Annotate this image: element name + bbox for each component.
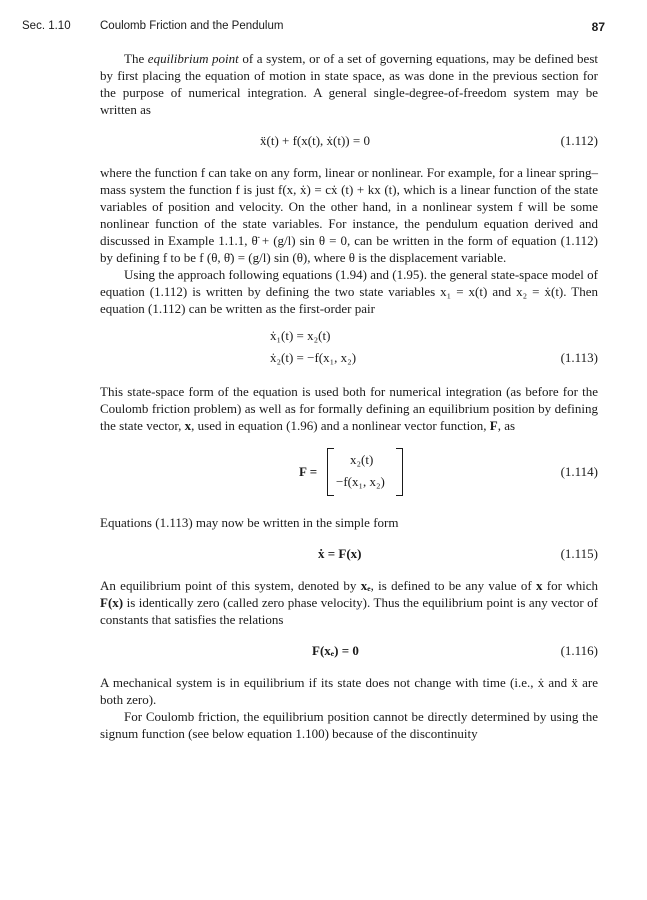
equation-1-112 — [100, 130, 598, 152]
paragraph-state-space: Using the approach following equations (1.94) and (1.95). the general state-space model of equation (1.112) is written by defining the two state variables x₁ = x(t) and x₂ = ẋ(t). Then equation (1.112) can be written as the first-order pair — [100, 267, 598, 316]
text-run: is identically zero (called zero phase velocity). Thus the equilibrium point is any vector of constants that satisfies the relations — [100, 595, 598, 627]
bold-symbol-xe: xₑ — [360, 578, 371, 593]
text-run: An equilibrium point of this system, denoted by — [100, 578, 361, 593]
equation-number: (1.115) — [560, 546, 598, 561]
text-run: , used in equation (1.96) and a nonlinear vector function, — [191, 418, 490, 433]
equation-number: (1.116) — [560, 643, 598, 658]
text-run: , as — [497, 418, 516, 433]
equation-line-2: ẋ₂(t) = −f(x₁, x₂) — [270, 350, 357, 365]
text-run: This state-space form of the equation is used both for numerical integration (as before for the Coulomb friction problem) as well as for formally defining an equilibrium position by defining the state vector, — [100, 384, 598, 433]
text-run: The — [124, 51, 148, 66]
paragraph-state-vector — [100, 383, 598, 434]
text-run: of a system, or of a set of governing equations, may be defined best by first placing the equation of motion in state space, as was done in the previous section for the purpose of numerical integration. A general single-degree-of-freedom system may be written as — [100, 51, 598, 117]
page-number: 87 — [591, 20, 605, 34]
equation-number: (1.112) — [560, 133, 598, 148]
bold-symbol-F: F — [489, 418, 498, 433]
equation-1-114 — [100, 448, 598, 498]
equation-number: (1.113) — [560, 350, 598, 365]
right-bracket — [396, 448, 403, 496]
chapter-title: Coulomb Friction and the Pendulum — [100, 20, 284, 32]
text-run: for which — [542, 578, 598, 593]
section-number: Sec. 1.10 — [22, 20, 71, 32]
equation-line-1: ẋ₁(t) = x₂(t) — [270, 328, 331, 343]
paragraph-equilibrium-intro — [100, 50, 598, 118]
left-bracket — [327, 448, 334, 496]
equation-1-113 — [100, 327, 598, 371]
bold-symbol-x: x — [535, 578, 543, 593]
paragraph-equilibrium-definition — [100, 577, 598, 628]
bold-symbol-x: x — [184, 418, 192, 433]
equation-number: (1.114) — [560, 464, 598, 479]
emphasis-equilibrium-point: equilibrium point — [147, 51, 239, 66]
paragraph-coulomb-friction: For Coulomb friction, the equilibrium position cannot be directly determined by using the signum function (see below equation 1.100) because of the discontinuity — [100, 709, 598, 741]
equation-1-115 — [100, 543, 598, 565]
bold-symbol-Fx: F(x) — [100, 595, 124, 610]
equation-expression: ẋ = F(x) — [318, 546, 362, 561]
paragraph-simple-form: Equations (1.113) may now be written in the simple form — [100, 515, 399, 530]
running-header — [22, 20, 605, 36]
matrix-row-2: −f(x₁, x₂) — [336, 474, 385, 489]
paragraph-function-f: where the function f can take on any form, linear or nonlinear. For example, for a linear spring–mass system the function f is just f(x, ẋ) = cẋ (t) + kx (t), which is a linear function of the state variables of position and velocity. On the other hand, in a nonlinear system f will be some nonlinear function of the state variables. For instance, the pendulum equation derived and discussed in Example 1.1.1, θ̈ + (g/l) sin θ = 0, can be written in the form of equation (1.112) by defining f to be f (θ, θ̈) = (g/l) sin (θ), where θ is the displacement variable. — [100, 165, 598, 265]
equation-expression: F(xₑ) = 0 — [312, 643, 359, 658]
paragraph-mechanical-equilibrium: A mechanical system is in equilibrium if its state does not change with time (i.e., ẋ and ẍ are both zero). — [100, 675, 598, 707]
text-run: , is defined to be any value of — [370, 578, 536, 593]
page-body — [100, 50, 598, 742]
equation-1-116 — [100, 640, 598, 662]
matrix-row-1: x₂(t) — [350, 452, 374, 467]
equation-expression: ẍ(t) + f(x(t), ẋ(t)) = 0 — [260, 133, 370, 148]
matrix-lhs: F = — [299, 464, 318, 479]
